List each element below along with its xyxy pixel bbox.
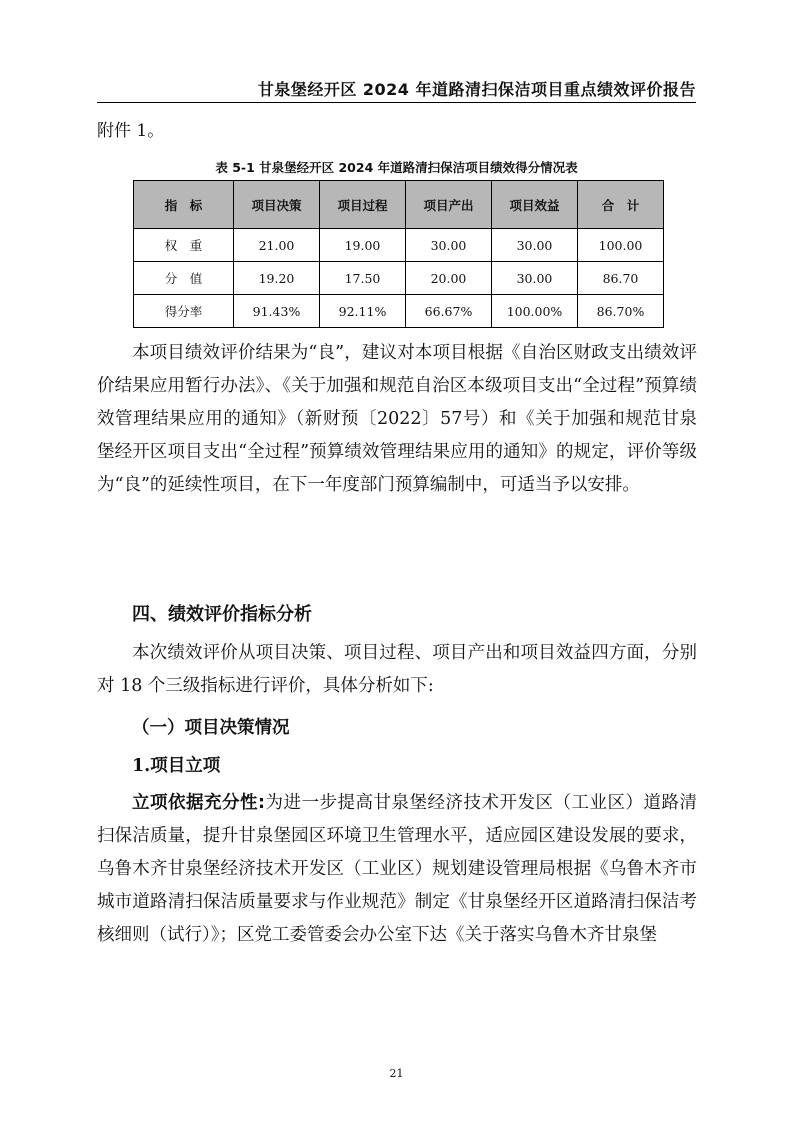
header-cell-decision: 项目决策 bbox=[234, 181, 320, 229]
report-header-title: 甘泉堡经开区 2024 年道路清扫保洁项目重点绩效评价报告 bbox=[257, 80, 696, 99]
subsubsection-heading: 1.项目立项 bbox=[132, 756, 221, 776]
subsection-heading: （一）项目决策情况 bbox=[132, 718, 290, 738]
table-header-row bbox=[134, 181, 664, 229]
table-cell: 100.00% bbox=[492, 295, 578, 328]
attachment-label: 附件 1。 bbox=[97, 121, 165, 141]
header-cell-total: 合 计 bbox=[578, 181, 664, 229]
table-cell: 得分率 bbox=[134, 295, 234, 328]
analysis-intro-paragraph: 本次绩效评价从项目决策、项目过程、项目产出和项目效益四方面，分别对 18 个三级指标进行评价，具体分析如下: bbox=[97, 643, 697, 696]
table-cell: 91.43% bbox=[234, 295, 320, 328]
table-cell: 100.00 bbox=[578, 229, 664, 262]
table-cell: 30.00 bbox=[492, 262, 578, 295]
basis-paragraph-block bbox=[97, 787, 697, 952]
header-cell-benefit: 项目效益 bbox=[492, 181, 578, 229]
table-cell: 30.00 bbox=[406, 229, 492, 262]
basis-text: 为进一步提高甘泉堡经济技术开发区（工业区）道路清扫保洁质量，提升甘泉堡园区环境卫生管理水平，适应园区建设发展的要求，乌鲁木齐甘泉堡经济技术开发区（工业区）规划建设管理局根据《乌鲁木齐市城市道路清扫保洁质量要求与作业规范》制定《甘泉堡经开区道路清扫保洁考核细则（试行）》；区党工委管委会办公室下达《关于落实乌鲁木齐甘泉堡 bbox=[97, 793, 697, 945]
table-cell: 92.11% bbox=[320, 295, 406, 328]
table-cell: 17.50 bbox=[320, 262, 406, 295]
basis-lead-label: 立项依据充分性: bbox=[132, 793, 265, 813]
table-row bbox=[134, 262, 664, 295]
conclusion-paragraph-block bbox=[97, 337, 697, 502]
table-cell: 21.00 bbox=[234, 229, 320, 262]
page-number: 21 bbox=[389, 1067, 404, 1080]
section-heading: 四、绩效评价指标分析 bbox=[132, 604, 312, 625]
table-cell: 30.00 bbox=[492, 229, 578, 262]
score-table bbox=[133, 180, 664, 328]
table-cell: 分 值 bbox=[134, 262, 234, 295]
table-cell: 权 重 bbox=[134, 229, 234, 262]
header-cell-output: 项目产出 bbox=[406, 181, 492, 229]
table-cell: 19.20 bbox=[234, 262, 320, 295]
table-cell: 20.00 bbox=[406, 262, 492, 295]
header-divider bbox=[97, 102, 696, 103]
table-cell: 86.70 bbox=[578, 262, 664, 295]
basis-paragraph bbox=[97, 787, 697, 952]
table-row bbox=[134, 295, 664, 328]
analysis-intro-block bbox=[97, 637, 697, 703]
table-caption: 表 5-1 甘泉堡经开区 2024 年道路清扫保洁项目绩效得分情况表 bbox=[215, 160, 578, 175]
header-cell-process: 项目过程 bbox=[320, 181, 406, 229]
table-cell: 66.67% bbox=[406, 295, 492, 328]
table-cell: 86.70% bbox=[578, 295, 664, 328]
table-cell: 19.00 bbox=[320, 229, 406, 262]
conclusion-paragraph: 本项目绩效评价结果为“良”，建议对本项目根据《自治区财政支出绩效评价结果应用暂行办法》、《关于加强和规范自治区本级项目支出“全过程”预算绩效管理结果应用的通知》（新财预〔2022〕57号）和《关于加强和规范甘泉堡经开区项目支出“全过程”预算绩效管理结果应用的通知》的规定，评价等级为“良”的延续性项目，在下一年度部门预算编制中，可适当予以安排。 bbox=[97, 343, 697, 495]
header-cell-indicator: 指 标 bbox=[134, 181, 234, 229]
table-row bbox=[134, 229, 664, 262]
